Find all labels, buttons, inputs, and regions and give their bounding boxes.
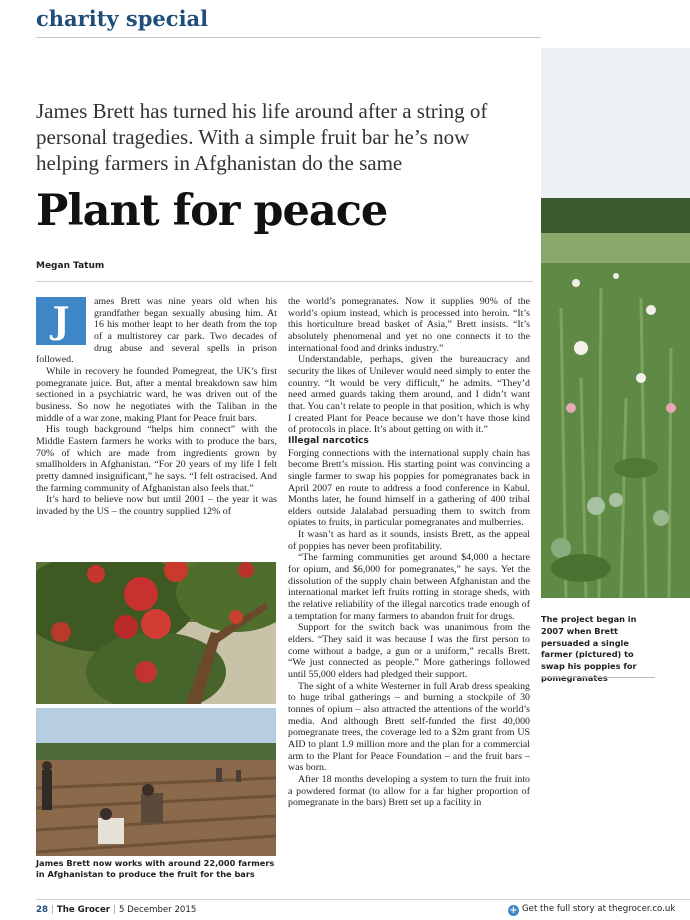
full-story-link[interactable]	[508, 904, 675, 916]
paragraph	[36, 296, 277, 366]
headline: Plant for peace	[36, 186, 388, 236]
poppy-caption: The project began in 2007 when Brett persuaded a single farmer (pictured) to swap his poppies for	[541, 614, 637, 672]
section-label: charity special	[36, 6, 209, 31]
subheading: Illegal narcotics	[288, 435, 369, 446]
footer-divider	[36, 899, 690, 900]
paragraph-text: ames Brett was nine years old when his grandfather began sexually abusing him. At 16 his mother leapt to her death from the top of a multistorey car park. Two decades of drug abuse and several spells in prison followed.	[36, 296, 277, 366]
pomegranate-illustration	[36, 562, 276, 704]
page-number: 28	[36, 905, 48, 915]
standfirst: James Brett has turned his life around after a string of personal tragedies. With a simple fruit bar he’s now helping farmers in Afghanistan do the same	[36, 99, 488, 175]
full-story-text[interactable]: Get the full story at thegrocer.co.uk	[522, 904, 676, 914]
paragraph: “The farming communities get around $4,000 a hectare for opium, and $6,000 for pomegranates,” he says. Yet the dissolution of the supply chain between Afghanistan and the international market left fruits rotting in storage sheds, with the relative reliability of the illegal narcotics trade enough of a temptation for many farmers to abandon fruit for drugs.	[288, 552, 530, 622]
poppy-field-photo	[541, 48, 690, 598]
footer-separator: |	[50, 905, 54, 915]
paragraph: Forging connections with the international supply chain has become Brett’s mission. His starting point was convincing a single farmer to swap his poppies for pomegranates back in April 2007 en route to address a food conference in Kabul. Months later, he found himself in a gathering of 400 tribal elders outside Jalalabad persuading them to switch from opiates to fruits, in particular pomegranates and mulberries.	[288, 447, 530, 529]
paragraph: Understandable, perhaps, given the bureaucracy and security the likes of Unilever would need simply to enter the country. “It would be very difficult,” he admits. “They’d need armed guards taking them around, and I didn’t want that. You can’t relate to people in that position, which is why I created Plant for Peace because we don’t have those kind of protocols in place. It’s about getting on with it.”	[288, 354, 530, 436]
pomegranate-tree-photo	[36, 562, 276, 704]
farm-field-photo	[36, 708, 276, 856]
paragraph: It’s hard to believe now but until 2001 – the year it was invaded by the US – the country supplied 12% of	[36, 494, 277, 517]
issue-date: 5 December 2015	[118, 905, 197, 915]
article-column-1	[36, 296, 277, 558]
byline: Megan Tatum	[36, 261, 105, 271]
farmers-caption: James Brett now works with around 22,000 farmers in Afghanistan to produce the fruit for the bars	[36, 858, 275, 879]
paragraph: It wasn’t as hard as it sounds, insists Brett, as the appeal of poppies has never been profitability.	[288, 529, 530, 552]
publication-name: The Grocer	[56, 905, 111, 915]
paragraph: the world’s pomegranates. Now it supplies 90% of the world’s opium instead, which is processed into heroin. “It’s this horticulture bread basket of Asia,” Brett insists. “It’s absolutely phenomenal and yet no one connects it to the international food and drinks industry.”	[288, 296, 530, 354]
footer-folio	[36, 905, 196, 915]
byline-divider	[36, 281, 533, 282]
plus-icon: +	[509, 905, 518, 916]
poppy-illustration	[541, 48, 690, 598]
footer-separator: |	[113, 905, 116, 915]
top-divider	[36, 37, 541, 38]
paragraph: While in recovery he founded Pomegreat, the UK’s first pomegranate juice. But, after a mental breakdown saw him sectioned in a psychiatric ward, he was driven out of the business. So now he negotiates with the Taliban in the middle of a war zone, making Plant for Peace fruit bars.	[36, 365, 277, 424]
paragraph: Support for the switch back was unanimous from the elders. “They said it was because I was the first person to come without a badge, a gun or a uniform,” recalls Brett. “We just connected as people.” More gatherings followed until 55,000 elders had pledged their support.	[288, 622, 530, 680]
article-column-2	[288, 296, 530, 886]
drop-cap: J	[36, 297, 86, 345]
farmers-illustration	[36, 708, 276, 856]
paragraph: The sight of a white Westerner in full Arab dress speaking to huge tribal gatherings – and burning a stockpile of 30 tonnes of opium – also attracted the attentions of the world’s media. And although Brett self-funded the first 40,000 pomegranate trees, the coverage led to a $2m grant from US AID to plant 1.9 million more and the plan for a commercial arm to the Plant for Peace Foundation – and the fruit bars – was born.	[288, 680, 530, 774]
paragraph: His tough background “helps him connect” with the Middle Eastern farmers he works with to produce the bars, 70% of which are made from ingredients grown by smallholders in Afghanistan. “For 20 years of my life I felt pretty damned insignificant,” he says. “I felt ostracised. And the farming community of Afghanistan also feels that.”	[36, 424, 277, 494]
caption-divider	[541, 677, 655, 678]
paragraph: After 18 months developing a system to turn the fruit into a powdered format (to allow for a far higher proportion of pomegranate in the bars) Brett set up a facility in	[288, 773, 530, 809]
